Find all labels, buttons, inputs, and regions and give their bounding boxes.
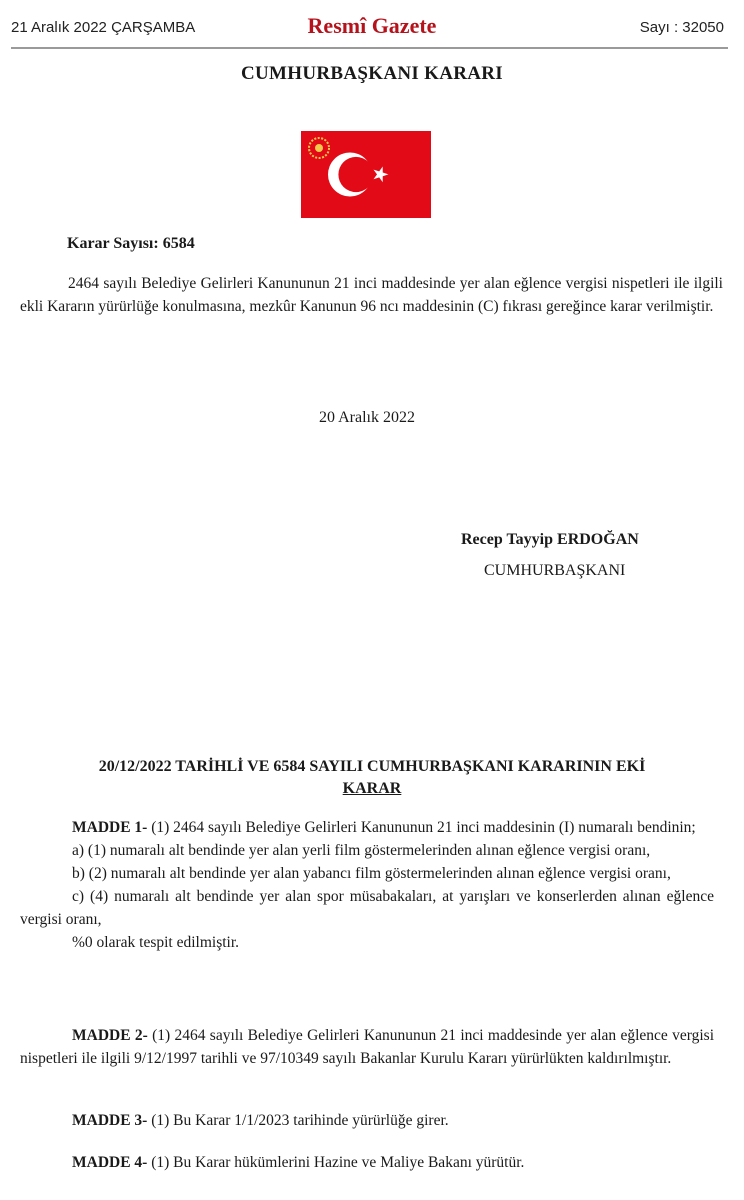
article-3-label: MADDE 3- xyxy=(72,1112,148,1129)
article-1-clause-a: a) (1) numaralı alt bendinde yer alan yerli film göstermelerinden alınan eğlence vergisi oranı, xyxy=(72,842,651,859)
header-date: 21 Aralık 2022 ÇARŞAMBA xyxy=(11,19,196,36)
intro-paragraph: 2464 sayılı Belediye Gelirleri Kanununun 21 inci maddesinde yer alan eğlence vergisi nispetleri ile ilgili ekli Kararın yürürlüğe konulmasına, mezkûr Kanunun 96 ncı maddesinin (C) fıkrası gereğince karar verilmiştir. xyxy=(20,275,723,315)
signatory-title: CUMHURBAŞKANI xyxy=(484,562,626,579)
article-4-text: (1) Bu Karar hükümlerini Hazine ve Maliye Bakanı yürütür. xyxy=(151,1154,525,1171)
article-2-label: MADDE 2- xyxy=(72,1027,148,1044)
header-divider xyxy=(11,47,728,49)
annex-title-line2: KARAR xyxy=(342,780,402,797)
article-1-conclusion: %0 olarak tespit edilmiştir. xyxy=(72,934,240,951)
header-issue-number: Sayı : 32050 xyxy=(639,19,724,36)
article-2 xyxy=(20,1024,714,1070)
article-1 xyxy=(20,816,714,954)
annex-title xyxy=(40,756,704,800)
article-3 xyxy=(20,1109,714,1132)
article-4 xyxy=(20,1151,714,1174)
article-2-text: (1) 2464 sayılı Belediye Gelirleri Kanununun 21 inci maddesinde yer alan eğlence vergisi nispetleri ile ilgili 9/12/1997 tarihli ve 97/10349 sayılı Bakanlar Kurulu Kararı yürürlükten kaldırılmıştır. xyxy=(20,1027,715,1067)
article-1-clause-b: b) (2) numaralı alt bendinde yer alan yabancı film göstermelerinden alınan eğlence vergisi oranı, xyxy=(72,865,671,882)
article-4-label: MADDE 4- xyxy=(72,1154,148,1171)
article-1-text: (1) 2464 sayılı Belediye Gelirleri Kanununun 21 inci maddesinin (I) numaralı bendinin; xyxy=(151,819,696,836)
gazette-name: Resmî Gazete xyxy=(307,13,437,38)
decision-date: 20 Aralık 2022 xyxy=(319,409,415,426)
article-1-label: MADDE 1- xyxy=(72,819,148,836)
article-1-clause-c: c) (4) numaralı alt bendinde yer alan spor müsabakaları, at yarışları ve konserlerden alınan eğlence vergisi oranı, xyxy=(20,888,714,928)
annex-title-line1: 20/12/2022 TARİHLİ VE 6584 SAYILI CUMHURBAŞKANI KARARININ EKİ xyxy=(98,758,646,775)
decision-number: Karar Sayısı: 6584 xyxy=(67,235,195,252)
document-title: CUMHURBAŞKANI KARARI xyxy=(241,63,503,84)
article-3-text: (1) Bu Karar 1/1/2023 tarihinde yürürlüğe girer. xyxy=(151,1112,449,1129)
signatory-name: Recep Tayyip ERDOĞAN xyxy=(461,531,639,548)
turkish-flag-icon xyxy=(301,131,431,218)
